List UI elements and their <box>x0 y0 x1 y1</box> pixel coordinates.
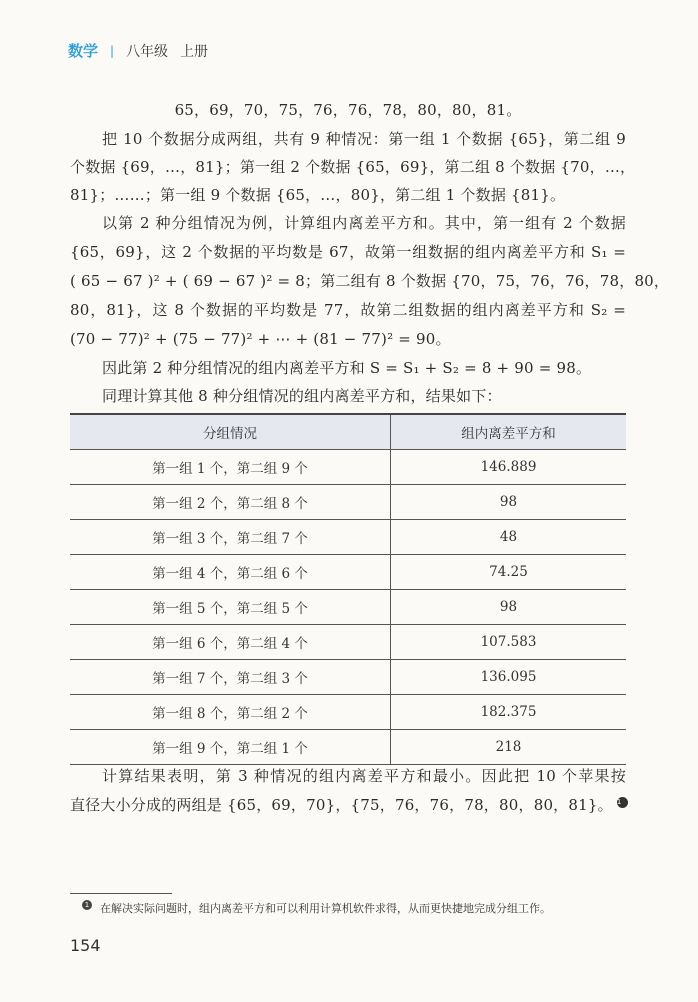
grouping-cell: 第一组 7 个，第二组 3 个 <box>70 660 391 695</box>
table-row <box>70 695 626 730</box>
text-line: 80，81}，这 8 个数据的平均数是 77，故第二组数据的组内离差平方和 S₂ = <box>70 301 626 319</box>
sum-of-squares-cell: 98 <box>391 590 627 625</box>
page-number: 154 <box>70 936 101 955</box>
results-table <box>70 413 626 765</box>
footnote-reference-icon[interactable]: 1 <box>617 797 628 808</box>
conclusion-text: 直径大小分成的两组是 {65，69，70}，{75，76，76，78，80，80，81}。 <box>70 796 613 814</box>
grouping-cell: 第一组 4 个，第二组 6 个 <box>70 555 391 590</box>
sum-of-squares-cell: 98 <box>391 485 627 520</box>
running-header <box>68 40 208 61</box>
sum-of-squares-cell: 48 <box>391 520 627 555</box>
table-row <box>70 660 626 695</box>
grade-label: 八年级 <box>126 43 169 60</box>
text-line: (70 − 77)² + (75 − 77)² + ⋯ + (81 − 77)² = 90。 <box>70 330 451 348</box>
text-line: ( 65 − 67 )² + ( 69 − 67 )² = 8；第二组有 8 个数据 {70，75，76，76，78，80， <box>70 272 670 290</box>
table-row <box>70 485 626 520</box>
table-row <box>70 730 626 765</box>
sum-of-squares-cell: 218 <box>391 730 627 765</box>
table-header-row <box>70 414 626 450</box>
table-row <box>70 520 626 555</box>
sum-of-squares-cell: 107.583 <box>391 625 627 660</box>
conclusion-line-with-reference <box>70 791 626 819</box>
grouping-cell: 第一组 2 个，第二组 8 个 <box>70 485 391 520</box>
text-line: 因此第 2 种分组情况的组内离差平方和 S = S₁ + S₂ = 8 + 90 = 98。 <box>102 359 592 377</box>
grouping-cell: 第一组 3 个，第二组 7 个 <box>70 520 391 555</box>
sum-of-squares-cell: 182.375 <box>391 695 627 730</box>
subject-label: 数学 <box>68 42 99 60</box>
text-line: 同理计算其他 8 种分组情况的组内离差平方和，结果如下： <box>102 387 502 405</box>
table-row <box>70 625 626 660</box>
grouping-cell: 第一组 5 个，第二组 5 个 <box>70 590 391 625</box>
sum-of-squares-cell: 74.25 <box>391 555 627 590</box>
text-line: 个数据 {69，…，81}；第一组 2 个数据 {65，69}，第二组 8 个数据 {70，…， <box>70 158 636 176</box>
grouping-cell: 第一组 6 个，第二组 4 个 <box>70 625 391 660</box>
header-separator: | <box>110 43 115 58</box>
grouping-cell: 第一组 1 个，第二组 9 个 <box>70 450 391 485</box>
footnote-text: 在解决实际问题时，组内离差平方和可以利用计算机软件求得，从而更快捷地完成分组工作。 <box>100 902 551 915</box>
table-row <box>70 555 626 590</box>
table-row <box>70 590 626 625</box>
column-header: 分组情况 <box>70 414 391 450</box>
grouping-cell: 第一组 9 个，第二组 1 个 <box>70 730 391 765</box>
text-line: {65，69}，这 2 个数据的平均数是 67，故第一组数据的组内离差平方和 S₁ = <box>70 243 626 261</box>
table-row <box>70 450 626 485</box>
column-header: 组内离差平方和 <box>391 414 627 450</box>
footnote <box>82 900 551 916</box>
text-line: 以第 2 种分组情况为例，计算组内离差平方和。其中，第一组有 2 个数据 <box>102 214 626 232</box>
sum-of-squares-cell: 136.095 <box>391 660 627 695</box>
footnote-divider <box>70 893 172 894</box>
conclusion-line: 计算结果表明，第 3 种情况的组内离差平方和最小。因此把 10 个苹果按 <box>102 767 626 785</box>
text-line: 把 10 个数据分成两组，共有 9 种情况：第一组 1 个数据 {65}，第二组 9 <box>102 130 626 148</box>
data-list: 65，69，70，75，76，76，78，80，80，81。 <box>174 101 522 119</box>
sum-of-squares-cell: 146.889 <box>391 450 627 485</box>
text-line: 81}；……；第一组 9 个数据 {65，…，80}，第二组 1 个数据 {81}。 <box>70 186 566 204</box>
grouping-cell: 第一组 8 个，第二组 2 个 <box>70 695 391 730</box>
footnote-marker-icon: 1 <box>82 900 92 910</box>
volume-label: 上册 <box>180 43 209 60</box>
